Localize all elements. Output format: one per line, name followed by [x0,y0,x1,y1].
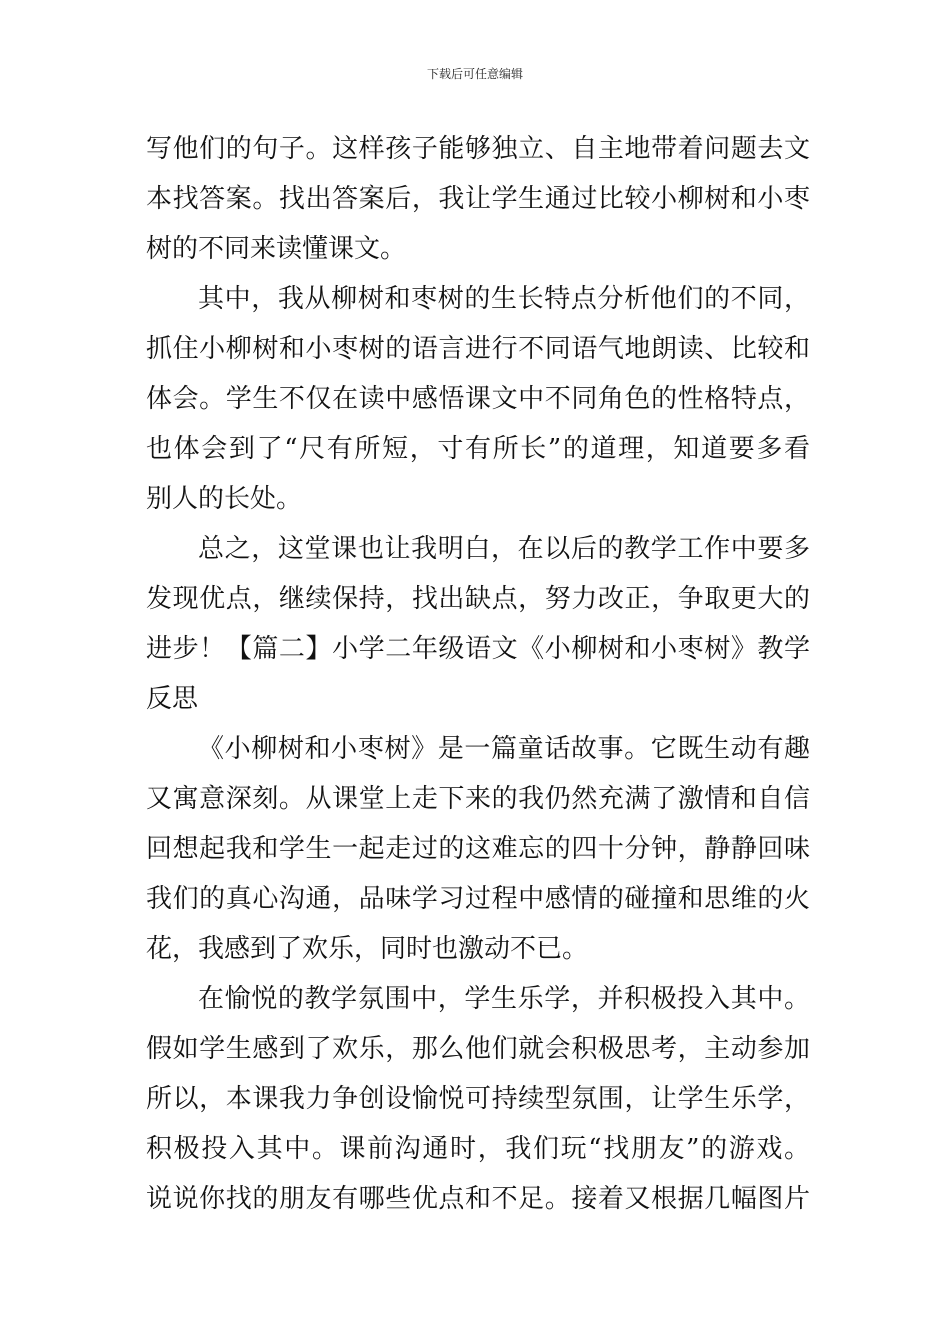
text-line: 树的不同来读懂课文。 [146,234,407,264]
text-line: 抓住小柳树和小枣树的语言进行不同语气地朗读、比较和 [146,334,810,364]
text-line: 回想起我和学生一起走过的这难忘的四十分钟，静静回味 [146,834,810,864]
text-line: 《小柳树和小枣树》是一篇童话故事。它既生动有趣 [198,734,810,764]
paragraph-1 [146,124,810,274]
paragraph-3 [146,524,810,724]
paragraph-2 [146,274,810,524]
text-line: 总之，这堂课也让我明白，在以后的教学工作中要多 [198,534,810,564]
text-line: 花，我感到了欢乐，同时也激动不已。 [146,934,589,964]
text-line: 其中，我从柳树和枣树的生长特点分析他们的不同， [198,284,810,314]
text-line: 假如学生感到了欢乐，那么他们就会积极思考，主动参加 [146,1034,810,1064]
text-line: 也体会到了“尺有所短，寸有所长”的道理，知道要多看 [146,434,810,464]
page-header: 下载后可任意编辑 [426,67,523,81]
text-line: 进步！【篇二】小学二年级语文《小柳树和小枣树》教学 [146,634,810,664]
paragraph-5 [146,974,810,1224]
text-line: 积极投入其中。课前沟通时，我们玩“找朋友”的游戏。 [146,1134,810,1164]
text-line: 反思 [146,684,199,714]
text-line: 别人的长处。 [146,484,303,514]
text-line: 我们的真心沟通，品味学习过程中感情的碰撞和思维的火 [146,884,810,914]
paragraph-4 [146,724,810,974]
document-body [146,124,810,1224]
text-line: 说说你找的朋友有哪些优点和不足。接着又根据几幅图片 [146,1184,810,1214]
text-line: 又寓意深刻。从课堂上走下来的我仍然充满了激情和自信 [146,784,810,814]
text-line: 所以，本课我力争创设愉悦可持续型氛围，让学生乐学， [146,1084,810,1114]
text-line: 在愉悦的教学氛围中，学生乐学，并积极投入其中。 [198,984,810,1014]
text-line: 写他们的句子。这样孩子能够独立、自主地带着问题去文 [146,134,810,164]
text-line: 本找答案。找出答案后，我让学生通过比较小柳树和小枣 [146,184,810,214]
text-line: 发现优点，继续保持，找出缺点，努力改正，争取更大的 [146,584,810,614]
text-line: 体会。学生不仅在读中感悟课文中不同角色的性格特点， [146,384,810,414]
